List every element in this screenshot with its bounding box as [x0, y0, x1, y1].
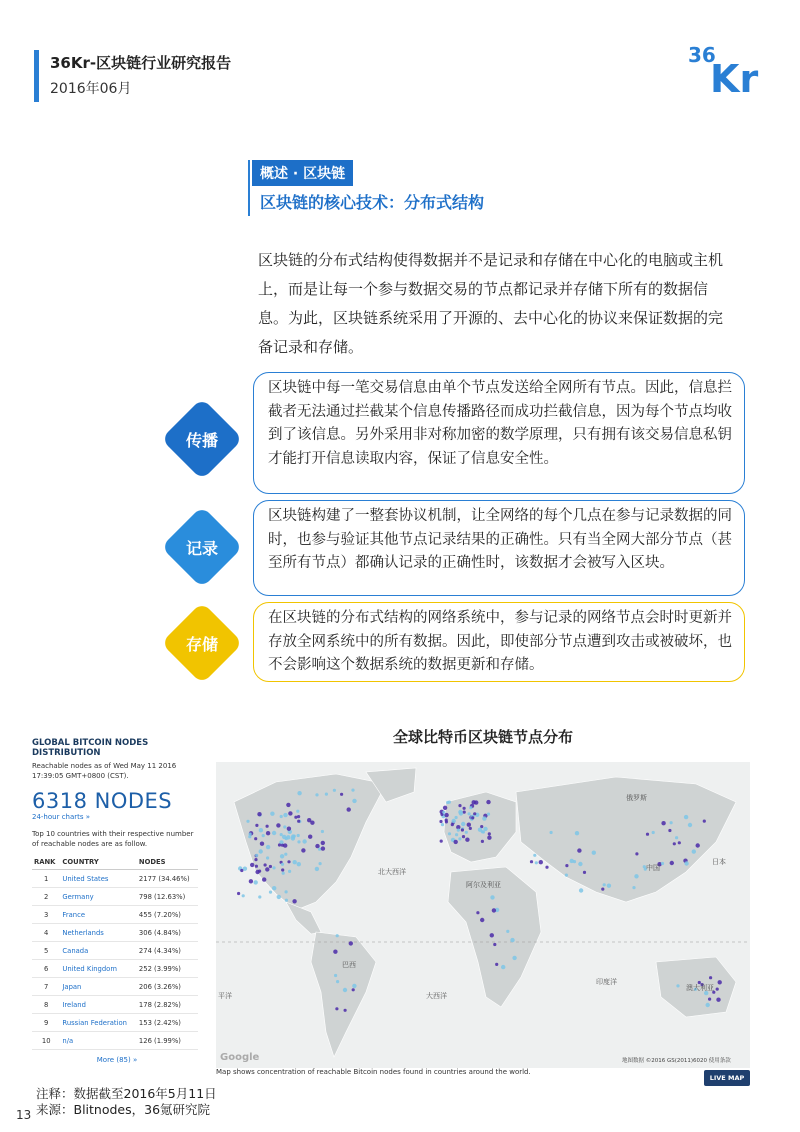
- node-dot: [448, 832, 451, 835]
- label-japan: 日本: [712, 858, 726, 866]
- nodes-cell: 153 (2.42%): [137, 1014, 198, 1032]
- node-dot: [607, 884, 611, 888]
- node-dot: [490, 895, 494, 899]
- col-nodes: NODES: [137, 855, 198, 870]
- node-dot: [444, 813, 448, 817]
- node-dot: [482, 830, 485, 833]
- node-dot: [565, 864, 568, 867]
- node-dot: [490, 933, 494, 937]
- node-dot: [446, 801, 449, 804]
- node-dot: [471, 816, 474, 819]
- node-dot: [670, 821, 673, 824]
- node-dot: [352, 799, 356, 803]
- node-dot: [634, 874, 638, 878]
- node-dot: [469, 827, 472, 830]
- rank-cell: 10: [32, 1032, 60, 1050]
- node-dot: [255, 854, 258, 857]
- report-date: 2016年06月: [50, 81, 132, 97]
- node-dot: [262, 877, 266, 881]
- node-dot: [283, 813, 287, 817]
- col-country: COUNTRY: [60, 855, 137, 870]
- rank-cell: 9: [32, 1014, 60, 1032]
- node-dot: [288, 811, 292, 815]
- node-dot: [673, 842, 676, 845]
- node-dot: [333, 950, 337, 954]
- node-dot: [533, 854, 536, 857]
- node-dot: [510, 938, 514, 942]
- nodes-cell: 126 (1.99%): [137, 1032, 198, 1050]
- node-dot: [259, 849, 263, 853]
- node-dot: [269, 891, 272, 894]
- node-dot: [441, 823, 444, 826]
- node-dot: [286, 803, 290, 807]
- node-dot: [632, 886, 635, 889]
- node-dot: [347, 807, 351, 811]
- node-dot: [266, 845, 270, 849]
- node-dot: [283, 825, 286, 828]
- node-dot: [473, 812, 476, 815]
- node-dot: [280, 815, 283, 818]
- nodes-cell: 2177 (34.46%): [137, 870, 198, 888]
- country-cell[interactable]: Russian Federation: [60, 1014, 137, 1032]
- section-accent-line: [248, 160, 250, 216]
- table-row: [32, 870, 198, 888]
- node-dot: [452, 819, 456, 823]
- node-dot: [237, 892, 240, 895]
- node-dot: [287, 860, 290, 863]
- rank-cell: 3: [32, 906, 60, 924]
- node-dot: [297, 862, 301, 866]
- node-dot: [308, 835, 312, 839]
- node-dot: [297, 834, 300, 837]
- country-cell[interactable]: United Kingdom: [60, 960, 137, 978]
- country-cell[interactable]: Germany: [60, 888, 137, 906]
- node-dot: [280, 854, 284, 858]
- node-dot: [297, 820, 300, 823]
- logo-36: 36: [688, 43, 716, 67]
- node-dot: [684, 861, 688, 865]
- google-logo: Google: [220, 1052, 260, 1063]
- live-map-button[interactable]: LIVE MAP: [704, 1070, 750, 1086]
- label-atlantic: 北大西洋: [378, 868, 406, 876]
- map-title: 全球比特币区块链节点分布: [392, 728, 573, 746]
- node-dot: [325, 793, 328, 796]
- node-dot: [291, 836, 295, 840]
- node-dot: [465, 838, 469, 842]
- node-dot: [270, 812, 274, 816]
- rank-cell: 8: [32, 996, 60, 1014]
- node-dot: [696, 843, 700, 847]
- node-dot: [461, 828, 464, 831]
- node-dot: [242, 894, 245, 897]
- node-dot: [278, 843, 281, 846]
- node-dot: [455, 833, 458, 836]
- node-dot: [249, 833, 252, 836]
- node-dot: [284, 853, 287, 856]
- nodes-cell: 178 (2.82%): [137, 996, 198, 1014]
- note-source: 来源：Blitnodes，36氪研究院: [36, 1102, 211, 1117]
- node-dot: [550, 831, 553, 834]
- node-dot: [465, 831, 468, 834]
- node-dot: [292, 899, 296, 903]
- node-dot: [443, 806, 447, 810]
- node-dot: [530, 860, 533, 863]
- node-dot: [661, 862, 664, 865]
- nodes-cell: 306 (4.84%): [137, 924, 198, 942]
- node-dot: [492, 908, 496, 912]
- node-dot: [692, 849, 696, 853]
- country-cell[interactable]: n/a: [60, 1032, 137, 1050]
- node-dot: [506, 930, 509, 933]
- node-dot: [675, 836, 678, 839]
- rank-cell: 1: [32, 870, 60, 888]
- node-dot: [668, 829, 671, 832]
- node-dot: [709, 976, 712, 979]
- section-tag: 概述 · 区块链: [252, 160, 353, 186]
- node-dot: [440, 840, 443, 843]
- node-dot: [467, 823, 471, 827]
- node-dot: [333, 789, 336, 792]
- node-dot: [266, 831, 270, 835]
- node-dot: [468, 812, 471, 815]
- map-caption: Map shows concentration of reachable Bitcoin nodes found in countries around the world.: [216, 1068, 531, 1076]
- node-dot: [545, 866, 548, 869]
- item-text-record: 区块链构建了一整套协议机制，让全网络的每个几点在参与记录数据的同时，也参与验证其他节点记录结果的正确性。只有当全网大部分节点（甚至所有节点）都确认记录的正确性时，该数据才会被写入区块。: [253, 500, 745, 596]
- node-dot: [486, 800, 490, 804]
- section-subtitle: 区块链的核心技术：分布式结构: [260, 193, 485, 212]
- panel-description: Top 10 countries with their respective number of reachable nodes are as follow.: [32, 830, 194, 848]
- node-dot: [458, 810, 462, 814]
- node-dot: [288, 870, 291, 873]
- node-dot: [474, 800, 478, 804]
- item-label-record: 记录: [185, 539, 218, 558]
- node-dot: [260, 842, 264, 846]
- node-dot: [565, 874, 568, 877]
- note-date: 注释：数据截至2016年5月11日: [36, 1086, 217, 1101]
- node-dot: [254, 858, 257, 861]
- rank-cell: 7: [32, 978, 60, 996]
- node-dot: [297, 791, 301, 795]
- node-dot: [463, 807, 466, 810]
- node-dot: [684, 815, 688, 819]
- country-cell[interactable]: Netherlands: [60, 924, 137, 942]
- nodes-cell: 455 (7.20%): [137, 906, 198, 924]
- table-row: [32, 906, 198, 924]
- node-dot: [678, 841, 681, 844]
- node-dot: [592, 851, 596, 855]
- node-dot: [573, 860, 576, 863]
- node-dot: [254, 880, 258, 884]
- node-dot: [575, 831, 579, 835]
- node-dot: [495, 963, 498, 966]
- col-rank: RANK: [32, 855, 60, 870]
- node-dot: [281, 868, 284, 871]
- node-dot: [272, 831, 276, 835]
- node-dot: [469, 806, 472, 809]
- node-dot: [670, 861, 674, 865]
- node-dot: [255, 865, 258, 868]
- table-row: [32, 1032, 198, 1050]
- node-dot: [457, 829, 460, 832]
- node-dot: [272, 886, 276, 890]
- node-dot: [493, 943, 496, 946]
- node-dot: [652, 831, 655, 834]
- node-dot: [321, 841, 325, 845]
- node-dot: [276, 823, 280, 827]
- node-dot: [661, 821, 665, 825]
- node-dot: [285, 890, 288, 893]
- nodes-cell: 798 (12.63%): [137, 888, 198, 906]
- node-dot: [458, 804, 461, 807]
- rank-cell: 5: [32, 942, 60, 960]
- node-dot: [336, 934, 339, 937]
- node-dot: [487, 836, 491, 840]
- notes: [36, 1086, 217, 1118]
- country-cell[interactable]: United States: [60, 870, 137, 888]
- node-dot: [462, 835, 465, 838]
- charts-link[interactable]: 24-hour charts »: [32, 813, 91, 821]
- table-row: [32, 960, 198, 978]
- nodes-cell: 252 (3.99%): [137, 960, 198, 978]
- node-dot: [297, 840, 300, 843]
- node-dot: [716, 988, 719, 991]
- node-dot: [601, 888, 604, 891]
- panel-reachable: Reachable nodes as of Wed May 11 2016 17:39:05 GMT+0800 (CST).: [32, 762, 177, 780]
- node-dot: [445, 819, 448, 822]
- node-dot: [259, 828, 263, 832]
- node-dot: [577, 848, 581, 852]
- node-dot: [703, 820, 706, 823]
- country-cell[interactable]: France: [60, 906, 137, 924]
- node-dot: [349, 941, 353, 945]
- nodes-cell: 206 (3.26%): [137, 978, 198, 996]
- page-number: 13: [16, 1108, 32, 1122]
- intro-paragraph: 区块链的分布式结构使得数据并不是记录和存储在中心化的电脑或主机上，而是让每一个参与数据交易的节点都记录并存储下所有的数据信息。为此，区块链系统采用了开源的、去中心化的协议来保证数据的完备记录和存储。: [258, 251, 724, 356]
- header-accent-bar: [34, 50, 39, 102]
- label-russia: 俄罗斯: [626, 794, 647, 802]
- node-dot: [458, 837, 461, 840]
- table-row: [32, 1014, 198, 1032]
- node-dot: [578, 862, 582, 866]
- map-attribution: 地图数据 ©2016 GS(2011)6020 使用条款: [622, 1058, 731, 1064]
- node-dot: [315, 793, 318, 796]
- node-dot: [539, 860, 543, 864]
- node-dot: [344, 1009, 347, 1012]
- node-dot: [716, 998, 720, 1002]
- rank-cell: 2: [32, 888, 60, 906]
- node-dot: [255, 824, 258, 827]
- logo-kr: Kr: [710, 57, 759, 100]
- node-dot: [442, 811, 445, 814]
- label-china: 中国: [646, 864, 660, 872]
- node-dot: [262, 834, 265, 837]
- more-link[interactable]: More (85) »: [96, 1056, 138, 1064]
- node-dot: [708, 998, 711, 1001]
- node-dot: [249, 879, 253, 883]
- node-dot: [287, 827, 291, 831]
- node-dot: [277, 895, 281, 899]
- node-dot: [266, 856, 269, 859]
- node-dot: [293, 860, 297, 864]
- node-dot: [676, 984, 679, 987]
- rank-cell: 6: [32, 960, 60, 978]
- node-dot: [294, 816, 297, 819]
- node-dot: [480, 918, 484, 922]
- node-dot: [302, 839, 306, 843]
- node-dot: [281, 863, 284, 866]
- node-dot: [451, 823, 454, 826]
- node-dot: [718, 980, 722, 984]
- node-dot: [281, 844, 284, 847]
- node-dot: [272, 866, 275, 869]
- nodes-cell: 274 (4.34%): [137, 942, 198, 960]
- node-dot: [285, 899, 288, 902]
- label-australia: 澳大利亚: [686, 984, 714, 992]
- report-title: 36Kr-区块链行业研究报告: [50, 54, 232, 72]
- node-dot: [285, 837, 288, 840]
- node-dot: [488, 832, 491, 835]
- node-dot: [501, 965, 505, 969]
- country-cell[interactable]: Canada: [60, 942, 137, 960]
- node-dot: [512, 956, 516, 960]
- node-dot: [336, 980, 339, 983]
- node-dot: [454, 840, 458, 844]
- node-dot: [246, 820, 249, 823]
- node-dot: [439, 820, 442, 823]
- rank-cell: 4: [32, 924, 60, 942]
- node-dot: [478, 828, 482, 832]
- node-dot: [240, 869, 243, 872]
- node-dot: [258, 895, 261, 898]
- node-dot: [352, 988, 355, 991]
- node-dot: [481, 840, 484, 843]
- node-dot: [297, 815, 300, 818]
- table-row: [32, 924, 198, 942]
- node-dot: [265, 867, 269, 871]
- node-dot: [476, 911, 479, 914]
- node-dot: [579, 888, 583, 892]
- node-dot: [321, 830, 324, 833]
- node-dot: [482, 816, 486, 820]
- node-dot: [351, 789, 354, 792]
- table-row: [32, 888, 198, 906]
- node-dot: [257, 812, 261, 816]
- table-row: [32, 942, 198, 960]
- item-label-spread: 传播: [185, 431, 218, 450]
- node-dot: [646, 833, 649, 836]
- node-dot: [266, 825, 269, 828]
- item-text-spread: 区块链中每一笔交易信息由单个节点发送给全网所有节点。因此，信息拦截者无法通过拦截某个信息传播路径而成功拦截信息，因为每个节点均收到了该信息。另外采用非对称加密的数学原理，只有拥有该交易信息私钥才能打开信息读取内容，保证了信息安全性。: [253, 372, 745, 494]
- node-dot: [282, 872, 285, 875]
- node-dot: [280, 833, 283, 836]
- node-dot: [321, 846, 325, 850]
- node-dot: [688, 823, 692, 827]
- node-dot: [487, 813, 490, 816]
- nodes-panel: [32, 738, 202, 1064]
- node-dot: [583, 871, 586, 874]
- node-dot: [269, 865, 272, 868]
- node-dot: [315, 867, 319, 871]
- panel-node-count: 6318 NODES: [32, 789, 173, 813]
- node-dot: [335, 1007, 338, 1010]
- node-dot: [461, 822, 465, 826]
- rank-table: [32, 855, 198, 1050]
- node-dot: [254, 837, 257, 840]
- table-row: [32, 978, 198, 996]
- label-atlantic-south: 大西洋: [426, 992, 447, 1000]
- item-label-storage: 存储: [185, 635, 218, 654]
- label-indian: 印度洋: [596, 978, 617, 986]
- node-dot: [264, 863, 267, 866]
- node-dot: [706, 1003, 710, 1007]
- label-algeria: 阿尔及利亚: [466, 881, 501, 889]
- node-dot: [635, 852, 638, 855]
- panel-title: GLOBAL BITCOIN NODES DISTRIBUTION: [32, 738, 149, 758]
- node-dot: [343, 988, 347, 992]
- node-dot: [603, 883, 606, 886]
- table-row: [32, 996, 198, 1014]
- node-dot: [310, 821, 314, 825]
- node-dot: [455, 816, 458, 819]
- node-dot: [334, 974, 337, 977]
- node-dot: [315, 844, 319, 848]
- country-cell[interactable]: Ireland: [60, 996, 137, 1014]
- node-dot: [483, 827, 487, 831]
- node-dot: [340, 793, 343, 796]
- node-dot: [250, 863, 254, 867]
- item-text-storage: 在区块链的分布式结构的网络系统中，参与记录的网络节点会时时更新并存放全网系统中的所有数据。因此，即使部分节点遭到攻击或被破坏，也不会影响这个数据系统的数据更新和存储。: [253, 602, 745, 682]
- node-dot: [301, 848, 305, 852]
- label-pacific: 平洋: [218, 992, 232, 1000]
- node-dot: [319, 862, 322, 865]
- node-dot: [255, 870, 259, 874]
- world-map[interactable]: [216, 762, 750, 1068]
- 36kr-logo: [686, 40, 770, 100]
- country-cell[interactable]: Japan: [60, 978, 137, 996]
- label-brazil: 巴西: [342, 961, 356, 969]
- node-dot: [318, 848, 321, 851]
- node-dot: [296, 810, 299, 813]
- node-dot: [352, 984, 356, 988]
- node-dot: [535, 861, 538, 864]
